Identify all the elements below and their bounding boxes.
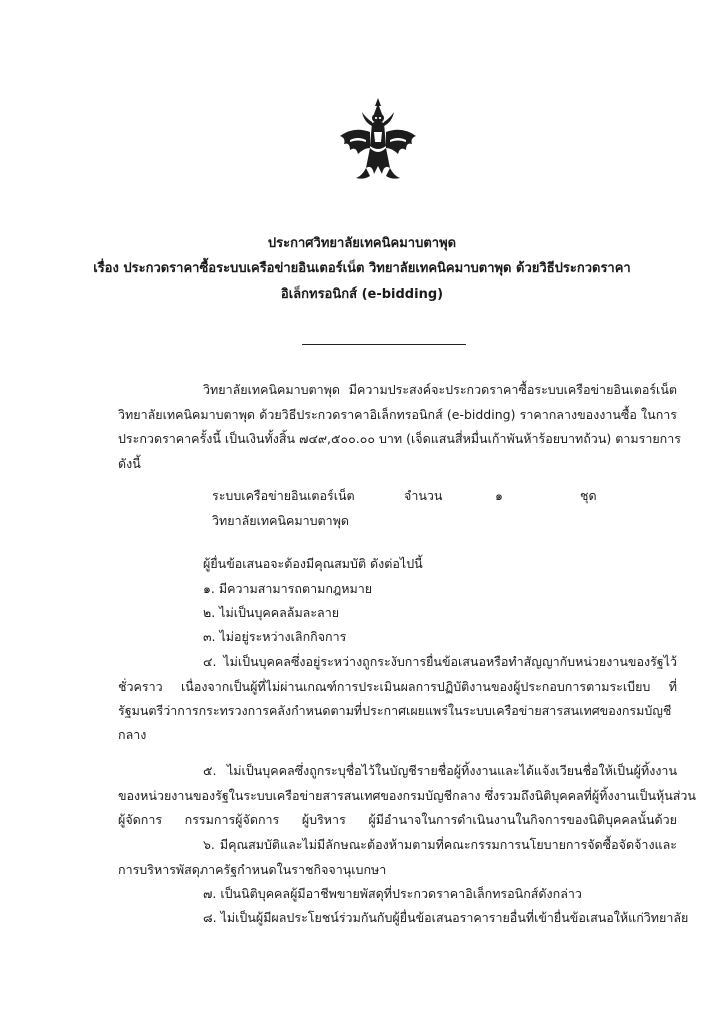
- item-name-line-2: วิทยาลัยเทคนิคมาบตาพุด: [212, 513, 350, 528]
- intro-line-4: ดังนี้: [118, 456, 141, 471]
- title-divider: [302, 344, 466, 345]
- document-subject-line-2: อิเล็กทรอนิกส์ (e-bidding): [280, 287, 444, 302]
- qualifications-heading: ผู้ยื่นข้อเสนอจะต้องมีคุณสมบัติ ดังต่อไปนี้: [203, 556, 423, 571]
- qualification-3: ๓. ไม่อยู่ระหว่างเลิกกิจการ: [203, 629, 347, 644]
- qualification-4-line-2: ชั่วคราว เนื่องจากเป็นผู้ที่ไม่ผ่านเกณฑ์การประเมินผลการปฏิบัติงานของผู้ประกอบการตามระเบียบ ที่: [118, 679, 677, 694]
- item-qty: ๑: [495, 488, 503, 503]
- qualification-8-line-1: ๘. ไม่เป็นผู้มีผลประโยชน์ร่วมกันกับผู้ยื่นข้อเสนอราคารายอื่นที่เข้ายื่นข้อเสนอให้แก่วิทยาลัย: [203, 910, 689, 925]
- qualification-2: ๒. ไม่เป็นบุคคลล้มละลาย: [203, 605, 340, 620]
- item-name-line-1: ระบบเครือข่ายอินเตอร์เน็ต: [212, 488, 355, 503]
- qualification-4-line-1: ๔. ไม่เป็นบุคคลซึ่งอยู่ระหว่างถูกระงับการยื่นข้อเสนอหรือทำสัญญากับหน่วยงานของรัฐไว้: [203, 654, 677, 669]
- item-unit: ชุด: [580, 488, 597, 503]
- qualification-4-line-3: รัฐมนตรีว่าการกระทรวงการคลังกำหนดตามที่ประกาศเผยแพร่ในระบบเครือข่ายสารสนเทศของกรมบัญชี: [118, 703, 672, 718]
- garuda-emblem-icon: [336, 96, 420, 194]
- intro-line-2: วิทยาลัยเทคนิคมาบตาพุด ด้วยวิธีประกวดราคาอิเล็กทรอนิกส์ (e-bidding) ราคากลางของงานซื้อ ในการ: [118, 407, 677, 422]
- item-qty-label: จำนวน: [404, 488, 443, 503]
- qualification-5-line-1: ๕. ไม่เป็นบุคคลซึ่งถูกระบุชื่อไว้ในบัญชีรายชื่อผู้ทิ้งงานและได้แจ้งเวียนชื่อให้เป็นผู้ทิ้งงาน: [203, 763, 677, 778]
- qualification-6-line-2: การบริหารพัสดุภาครัฐกำหนดในราชกิจจานุเบกษา: [118, 862, 387, 877]
- intro-line-1: วิทยาลัยเทคนิคมาบตาพุด มีความประสงค์จะประกวดราคาซื้อระบบเครือข่ายอินเตอร์เน็ต: [203, 382, 677, 397]
- document-title: ประกาศวิทยาลัยเทคนิคมาบตาพุด: [267, 236, 457, 251]
- document-subject-line-1: เรื่อง ประกวดราคาซื้อระบบเครือข่ายอินเตอร์เน็ต วิทยาลัยเทคนิคมาบตาพุด ด้วยวิธีประกวดราคา: [93, 261, 631, 276]
- qualification-5-line-3: ผู้จัดการ กรรมการผู้จัดการ ผู้บริหาร ผู้มีอำนาจในการดำเนินงานในกิจการของนิติบุคคลนั้นด้วย: [118, 812, 677, 827]
- qualification-4-line-4: กลาง: [118, 727, 147, 742]
- qualification-6-line-1: ๖. มีคุณสมบัติและไม่มีลักษณะต้องห้ามตามที่คณะกรรมการนโยบายการจัดซื้อจัดจ้างและ: [203, 837, 677, 852]
- qualification-5-line-2: ของหน่วยงานของรัฐในระบบเครือข่ายสารสนเทศของกรมบัญชีกลาง ซึ่งรวมถึงนิติบุคคลที่ผู้ทิ้งงานเป็นหุ้นส่วน: [118, 788, 696, 803]
- qualification-1: ๑. มีความสามารถตามกฎหมาย: [203, 581, 373, 596]
- qualification-7: ๗. เป็นนิติบุคคลผู้มีอาชีพขายพัสดุที่ประกวดราคาอิเล็กทรอนิกส์ดังกล่าว: [203, 886, 582, 901]
- intro-line-3: ประกวดราคาครั้งนี้ เป็นเงินทั้งสิ้น ๗๔๙,๕๐๐.๐๐ บาท (เจ็ดแสนสี่หมื่นเก้าพันห้าร้อยบาทถ้วน) ตามรายการ: [118, 431, 681, 446]
